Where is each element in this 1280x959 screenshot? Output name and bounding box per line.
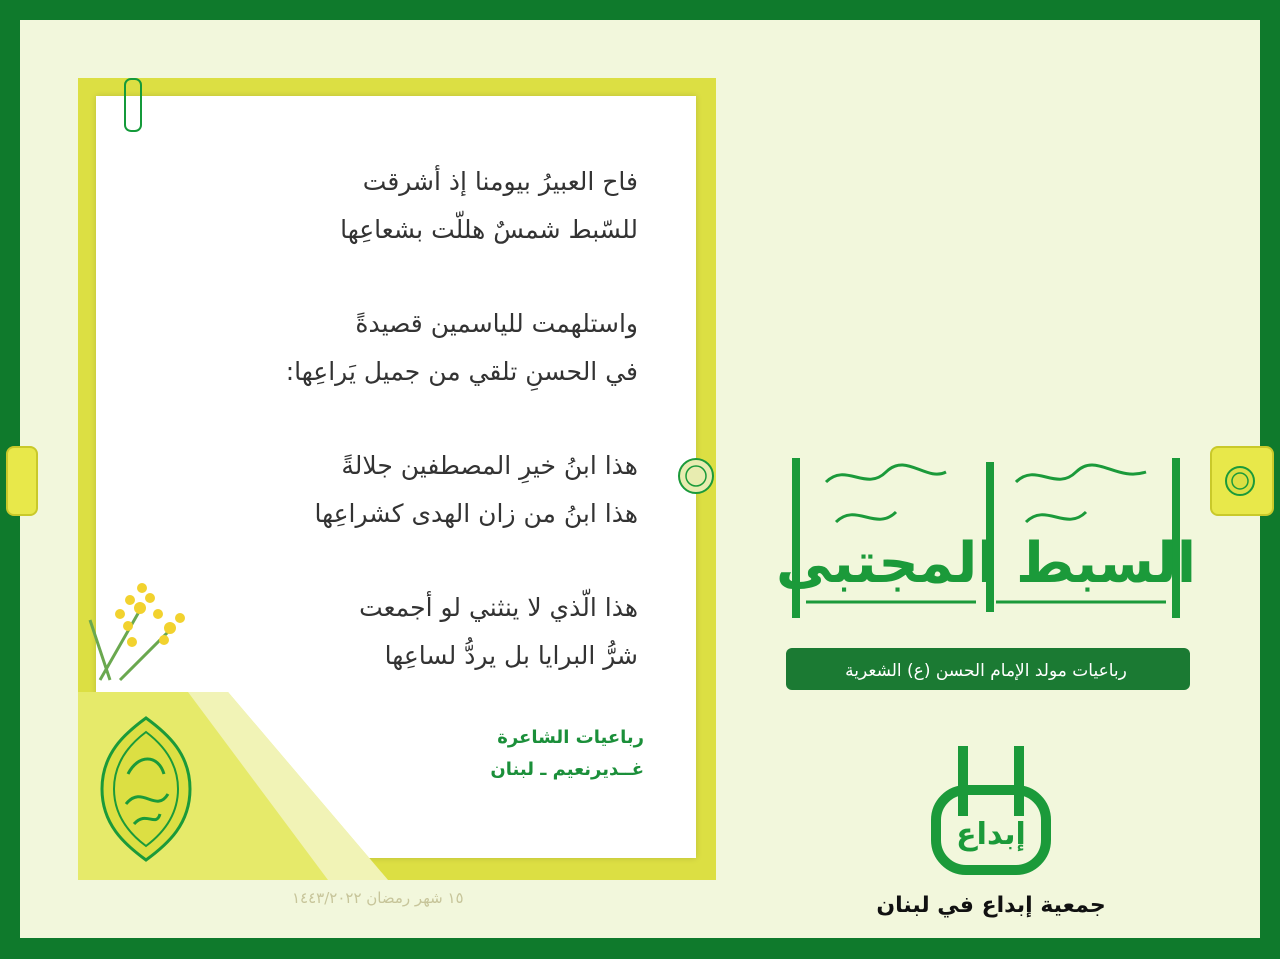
poem-line: واستلهمت للياسمين قصيدةً xyxy=(355,309,638,338)
poem-line: فاح العبيرُ بيومنا إذ أشرقت xyxy=(362,167,638,196)
poem-line: هذا ابنُ من زان الهدى كشراعِها xyxy=(314,499,638,528)
title-calligraphy-logo xyxy=(775,452,1197,692)
date-label: ١٥ شهر رمضان ١٤٤٣/٢٠٢٢ xyxy=(292,889,464,907)
paperclip-icon xyxy=(124,78,142,132)
right-edge-tab[interactable] xyxy=(1210,446,1274,516)
poem-line: هذا ابنُ خيرِ المصطفين جلالةً xyxy=(341,451,638,480)
credit-author: غــديرنعيم ـ لبنان xyxy=(490,759,644,780)
ornament-medallion-icon xyxy=(676,456,716,496)
association-logo xyxy=(876,740,1106,920)
title-main: السبط المجتبى xyxy=(775,531,1197,596)
title-subtitle: رباعيات مولد الإمام الحسن (ع) الشعرية xyxy=(845,661,1127,681)
poem-line: هذا الّذي لا ينثني لو أجمعت xyxy=(359,593,638,622)
calligraphy-medallion-icon xyxy=(98,714,194,864)
poem-line: في الحسنِ تلقي من جميل يَراعِها: xyxy=(285,357,638,386)
small-medallion-icon xyxy=(1212,448,1272,514)
mimosa-flower-icon xyxy=(70,570,210,700)
left-edge-tab[interactable] xyxy=(6,446,38,516)
poem-text xyxy=(286,158,638,726)
poem-stanza xyxy=(286,442,638,538)
poet-credit xyxy=(490,722,644,786)
association-name: جمعية إبداع في لبنان xyxy=(876,893,1106,918)
poem-stanza xyxy=(286,300,638,396)
credit-title: رباعيات الشاعرة xyxy=(497,727,644,748)
poem-stanza xyxy=(286,158,638,254)
poem-line: للسّبط شمسٌ هللّت بشعاعِها xyxy=(340,215,638,244)
poem-stanza xyxy=(286,584,638,680)
association-mark: إبداع xyxy=(956,817,1026,852)
poem-line: شرُّ البرايا بل يردُّ لساعِها xyxy=(384,641,638,670)
